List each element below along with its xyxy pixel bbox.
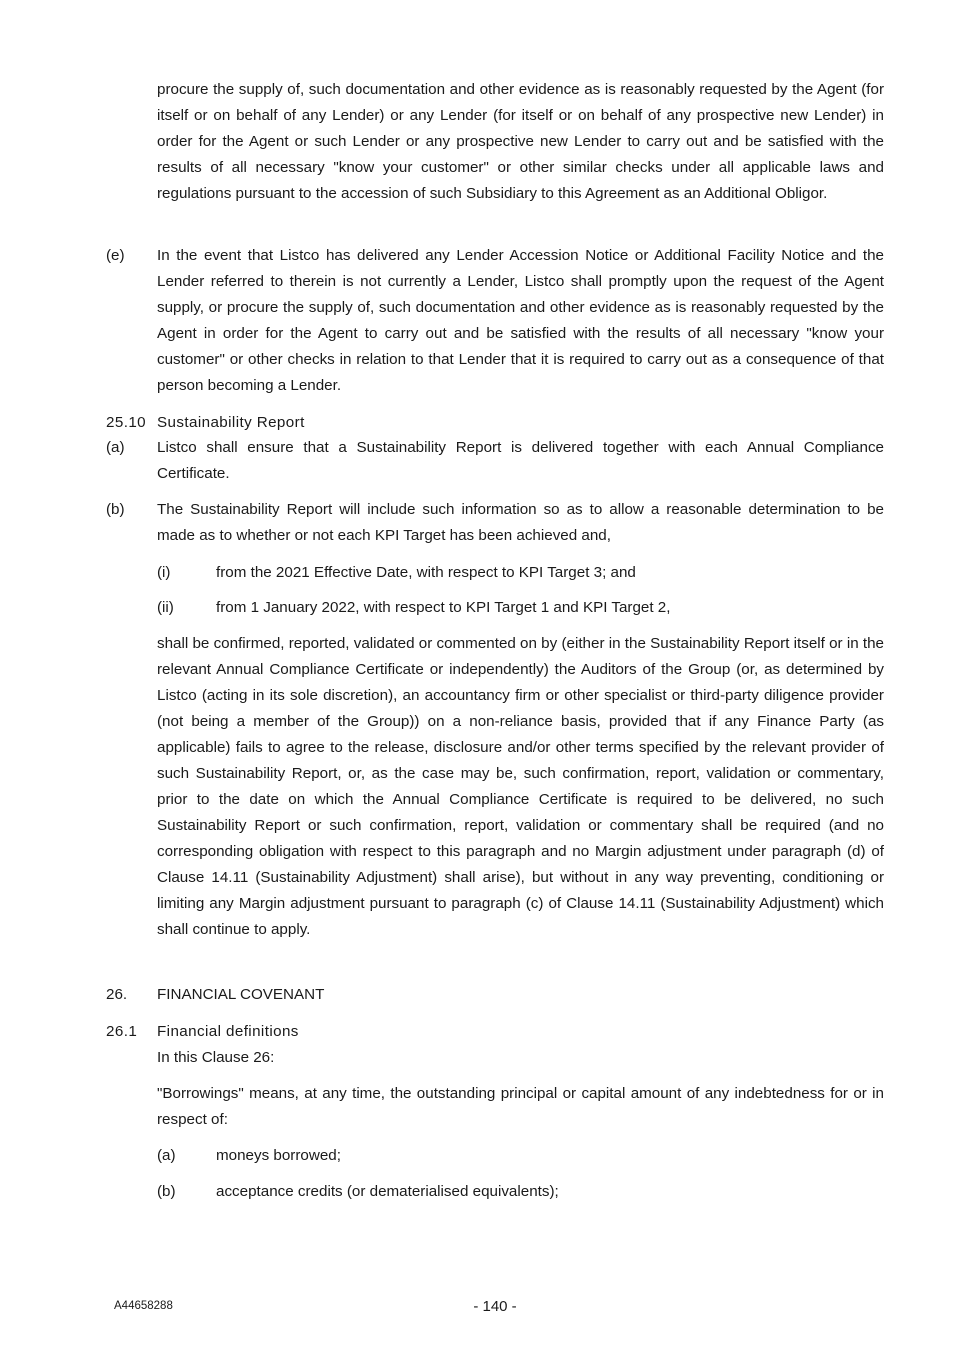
paragraph-text: Listco shall ensure that a Sustainability Report is delivered together with each Annual Compliance Certificate. bbox=[157, 439, 884, 482]
item-text: acceptance credits (or dematerialised equivalents); bbox=[216, 1183, 559, 1200]
paragraph-text: In the event that Listco has delivered any Lender Accession Notice or Additional Facility Notice and the Lender referred to therein is not currently a Lender, Listco shall promptly upon the request of the Agent supply, or procure the supply of, such documentation and other evidence as is reasonably requested by the Agent in order for the Agent to carry out and be satisfied with the results of all necessary "know your customer" or other checks in relation to that Lender that it is required to carry out as a consequence of that person becoming a Lender. bbox=[157, 247, 884, 394]
section-intro bbox=[106, 1045, 884, 1071]
paragraph-label: (b) bbox=[106, 501, 125, 518]
list-item bbox=[157, 1179, 884, 1205]
paragraph-label: (e) bbox=[106, 247, 125, 264]
item-text: from the 2021 Effective Date, with respect to KPI Target 3; and bbox=[216, 564, 636, 581]
paragraph-text: procure the supply of, such documentation and other evidence as is reasonably requested by the Agent (for itself or on behalf of any Lender) or any Lender (for itself or on behalf of any prospective new Lender) in order for the Agent or such Lender or any prospective new Lender to carry out and be satisfied with the results of all necessary "know your customer" or other similar checks under all applicable laws and regulations pursuant to the accession of such Subsidiary to this Agreement as an Additional Obligor. bbox=[157, 81, 884, 202]
paragraph-text: The Sustainability Report will include such information so as to allow a reasonable determination to be made as to whether or not each KPI Target has been achieved and, bbox=[157, 501, 884, 544]
list-item bbox=[157, 595, 884, 621]
item-label: (a) bbox=[157, 1147, 176, 1164]
definition-borrowings bbox=[106, 1081, 884, 1133]
list-item bbox=[157, 1143, 884, 1169]
paragraph-label: (a) bbox=[106, 439, 125, 456]
paragraph-closing bbox=[106, 631, 884, 943]
page-number: - 140 - bbox=[473, 1298, 517, 1315]
section-heading-25-10 bbox=[106, 410, 884, 436]
section-heading-26 bbox=[106, 982, 884, 1008]
document-reference: A44658288 bbox=[114, 1300, 173, 1312]
section-title: Financial definitions bbox=[157, 1023, 299, 1040]
item-label: (b) bbox=[157, 1183, 176, 1200]
item-text: moneys borrowed; bbox=[216, 1147, 341, 1164]
continuation-paragraph bbox=[106, 77, 884, 207]
item-label: (i) bbox=[157, 564, 171, 581]
paragraph-text: "Borrowings" means, at any time, the outstanding principal or capital amount of any indebtedness for or in respect of: bbox=[157, 1085, 884, 1128]
section-heading-26-1 bbox=[106, 1019, 884, 1045]
paragraph-25-10-b bbox=[106, 497, 884, 549]
section-title: FINANCIAL COVENANT bbox=[157, 986, 325, 1003]
section-title: Sustainability Report bbox=[157, 414, 305, 431]
section-number: 26.1 bbox=[106, 1023, 138, 1040]
item-label: (ii) bbox=[157, 599, 174, 616]
paragraph-text: In this Clause 26: bbox=[157, 1049, 275, 1066]
paragraph-25-10-a bbox=[106, 435, 884, 487]
item-text: from 1 January 2022, with respect to KPI Target 1 and KPI Target 2, bbox=[216, 599, 671, 616]
section-number: 26. bbox=[106, 986, 128, 1003]
list-item bbox=[157, 560, 884, 586]
paragraph-text: shall be confirmed, reported, validated or commented on by (either in the Sustainability Report itself or in the relevant Annual Compliance Certificate or independently) the Auditors of the Group (or, as determined by Listco (acting in its sole discretion), an accountancy firm or other specialist or third-party diligence provider (not being a member of the Group)) on a non-reliance basis, provided that if any Finance Party (as applicable) fails to agree to the release, disclosure and/or other terms specified by the relevant provider of such Sustainability Report, or, as the case may be, such confirmation, report, validation or commentary, prior to the date on which the Annual Compliance Certificate is required to be delivered, no such Sustainability Report or such confirmation, report, validation or commentary shall be required (and no corresponding obligation with respect to this paragraph and no Margin adjustment under paragraph (d) of Clause 14.11 (Sustainability Adjustment) shall arise), but without in any way preventing, conditioning or limiting any Margin adjustment pursuant to paragraph (c) of Clause 14.11 (Sustainability Adjustment) which shall continue to apply. bbox=[157, 635, 884, 938]
paragraph-e bbox=[106, 243, 884, 399]
section-number: 25.10 bbox=[106, 414, 147, 431]
